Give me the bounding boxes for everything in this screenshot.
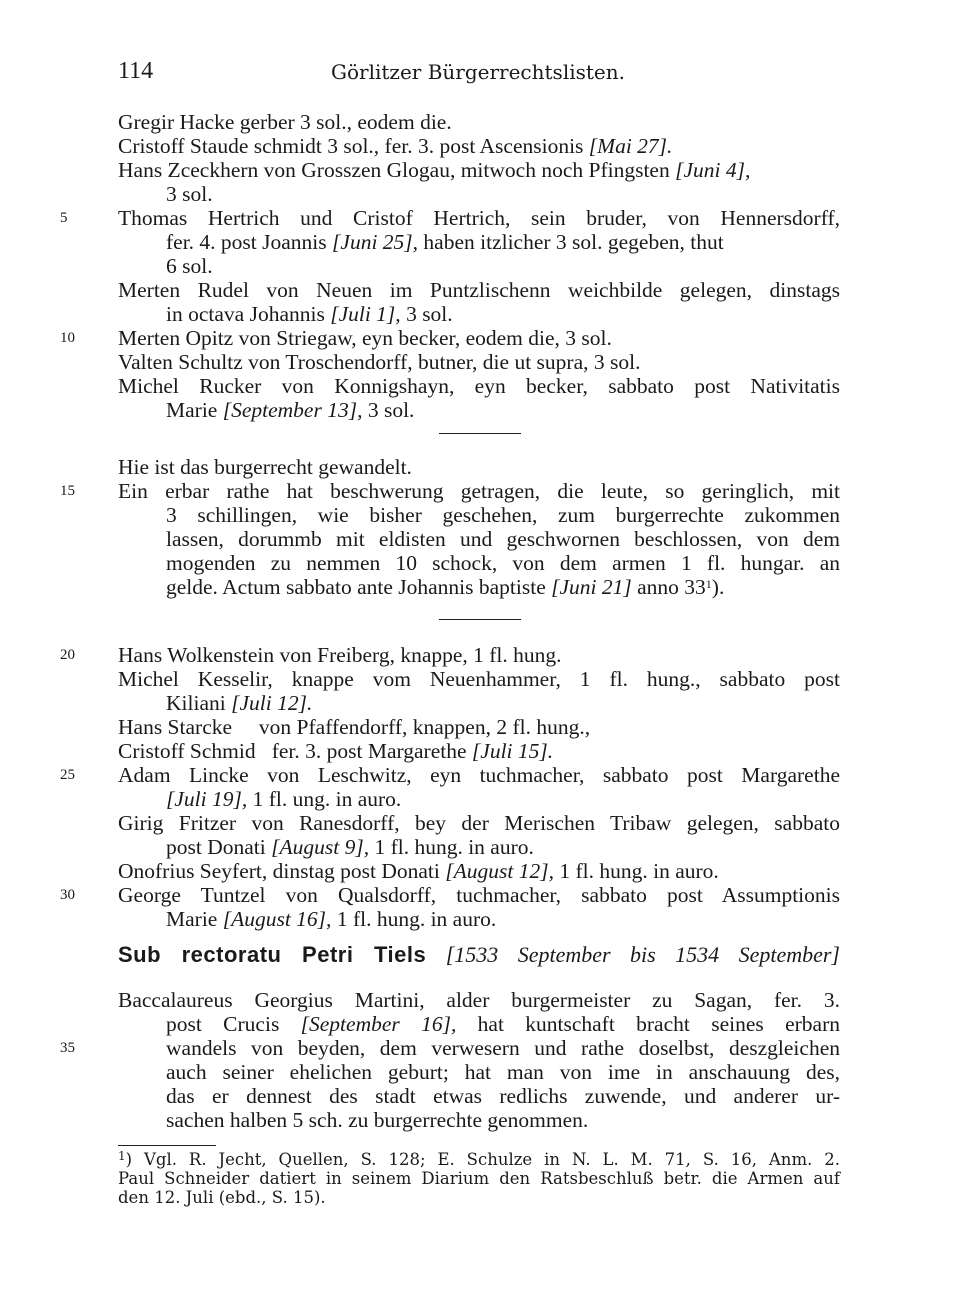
text-segment: Hans Starcke von Pfaffendorff, knappen, 2 fl. hung., xyxy=(118,715,591,739)
date-annotation: [Juli 15]. xyxy=(471,739,554,763)
text-segment: Ein erbar rathe hat beschwerung getragen, die leute, so geringlich, mit xyxy=(118,479,840,503)
text-segment: Girig Fritzer von Ranesdorff, bey der Merischen Tribaw gelegen, sabbato xyxy=(118,811,840,835)
section-heading-dates: [1533 September bis 1534 September] xyxy=(445,942,840,967)
text-segment: Hans Wolkenstein von Freiberg, knappe, 1 fl. hung. xyxy=(118,643,562,667)
text-segment: George Tuntzel von Qualsdorff, tuchmacher, sabbato post Assumptionis xyxy=(118,883,840,907)
text-segment: Adam Lincke von Leschwitz, eyn tuchmacher, sabbato post Margarethe xyxy=(118,763,840,787)
text-segment: Marie xyxy=(166,398,223,422)
text-line xyxy=(60,883,840,907)
text-line xyxy=(118,350,840,374)
text-line xyxy=(60,643,840,667)
text-segment: 3 sol. xyxy=(362,398,415,422)
text-segment: Valten Schultz von Troschendorff, butner, die ut supra, 3 sol. xyxy=(118,350,641,374)
text-line xyxy=(60,326,840,350)
text-line xyxy=(118,859,840,883)
text-line xyxy=(118,988,840,1012)
text-line xyxy=(118,158,840,182)
text-line xyxy=(118,182,840,206)
text-segment: post Donati xyxy=(166,835,272,859)
entries-block-3 xyxy=(60,988,840,1132)
entries-block-2 xyxy=(60,643,840,931)
text-line xyxy=(118,739,840,763)
text-segment: auch seiner ehelichen geburt; hat man von ime in anschauung des, xyxy=(166,1060,840,1084)
text-line xyxy=(118,811,840,835)
text-segment: Michel Rucker von Konnigshayn, eyn becker, sabbato post Nativitatis xyxy=(118,374,840,398)
text-line xyxy=(118,374,840,398)
date-annotation: [August 12], xyxy=(445,859,554,883)
date-annotation: [Juli 19], xyxy=(166,787,248,811)
text-segment: 3 sol. xyxy=(400,302,453,326)
text-line xyxy=(118,278,840,302)
text-line xyxy=(118,1084,840,1108)
footnote xyxy=(118,1150,840,1207)
date-annotation: [Juni 21] xyxy=(551,575,632,599)
text-segment: hat kuntschaft bracht seines erbarn xyxy=(456,1012,840,1036)
text-segment: mogenden zu nemmen 10 schock, von dem armen 1 fl. hungar. an xyxy=(166,551,840,575)
text-segment: sachen halben 5 sch. zu burgerrechte genommen. xyxy=(166,1108,589,1132)
text-segment: das er dennest des stadt etwas redlichs zuwende, und anderer ur- xyxy=(166,1084,840,1108)
text-segment: 3 schillingen, wie bisher geschehen, zum burgerrechte zukommen xyxy=(166,503,840,527)
footnote-line: Paul Schneider datiert in seinem Diarium den Ratsbeschluß betr. die Armen auf xyxy=(118,1169,840,1188)
page-header xyxy=(118,58,838,90)
text-segment: 1 fl. hung. in auro. xyxy=(331,907,497,931)
text-segment: Gregir Hacke gerber 3 sol., eodem die. xyxy=(118,110,452,134)
text-line xyxy=(118,907,840,931)
text-segment: post Crucis xyxy=(166,1012,301,1036)
footnote-marker: 1 xyxy=(118,1149,126,1163)
text-segment: Baccalaureus Georgius Martini, alder burgermeister zu Sagan, fer. 3. xyxy=(118,988,840,1012)
entries-block-1 xyxy=(60,110,840,422)
separator-rule xyxy=(439,619,521,620)
footnote-line: $^1$) Vgl. R. Jecht, Quellen, S. 128; E. Schulze in N. L. M. 71, S. 16, Anm. 2. xyxy=(118,1149,840,1169)
text-segment: gelde. Actum sabbato ante Johannis baptiste xyxy=(166,575,552,599)
date-annotation: [August 16], xyxy=(222,907,332,931)
text-segment: Kiliani xyxy=(166,691,232,715)
text-line xyxy=(118,667,840,691)
separator-rule xyxy=(439,433,521,434)
text-segment: Michel Kesselir, knappe vom Neuenhammer, 1 fl. hung., sabbato post xyxy=(118,667,840,691)
resolution-block xyxy=(60,455,840,599)
text-segment: Onofrius Seyfert, dinstag post Donati xyxy=(118,859,446,883)
text-line xyxy=(118,1012,840,1036)
text-segment: 1 fl. hung. in auro. xyxy=(369,835,534,859)
text-line xyxy=(118,691,840,715)
text-segment: Merten Rudel von Neuen im Puntzlischenn weichbilde gelegen, dinstags xyxy=(118,278,840,302)
footnote-line: den 12. Juli (ebd., S. 15). xyxy=(118,1188,326,1207)
line-number: 10 xyxy=(60,330,75,346)
date-annotation: [September 16], xyxy=(300,1012,457,1036)
line-number: 30 xyxy=(60,887,75,903)
text-segment: Merten Opitz von Striegaw, eyn becker, eodem die, 3 sol. xyxy=(118,326,612,350)
date-annotation: [September 13], xyxy=(222,398,363,422)
text-line xyxy=(118,398,840,422)
text-line xyxy=(118,230,840,254)
line-number: 25 xyxy=(60,767,75,783)
text-line xyxy=(118,527,840,551)
text-line xyxy=(60,206,840,230)
section-heading-title: Sub rectoratu Petri Tiels xyxy=(118,942,427,967)
text-line xyxy=(118,503,840,527)
line-number: 5 xyxy=(60,210,68,226)
text-line xyxy=(60,1036,840,1060)
date-annotation: [Mai 27]. xyxy=(588,134,673,158)
text-line xyxy=(60,763,840,787)
text-segment: 1 fl. hung. in auro. xyxy=(553,859,719,883)
text-segment: wandels von beyden, dem verwesern und rathe doselbst, deszgleichen xyxy=(166,1036,840,1060)
date-annotation: [August 9], xyxy=(271,835,370,859)
text-segment: 3 sol. xyxy=(166,182,213,206)
text-segment: lassen, dorummb mit eldisten und geschwornen beschlossen, von dem xyxy=(166,527,840,551)
text-segment: Hans Zceckhern von Grosszen Glogau, mitwoch noch Pfingsten xyxy=(118,158,676,182)
text-line xyxy=(118,575,840,599)
text-line xyxy=(60,479,840,503)
text-segment: 1 fl. ung. in auro. xyxy=(247,787,402,811)
page-number: 114 xyxy=(118,58,154,84)
date-annotation: [Juni 25], xyxy=(332,230,419,254)
text-segment: Hie ist das burgerrecht gewandelt. xyxy=(118,455,412,479)
section-heading xyxy=(118,940,840,970)
text-segment: in octava Johannis xyxy=(166,302,331,326)
date-annotation: [Juli 1], xyxy=(330,302,401,326)
text-segment: Cristoff Schmid fer. 3. post Margarethe xyxy=(118,739,472,763)
text-line xyxy=(118,1060,840,1084)
text-segment: haben itzlicher 3 sol. gegeben, thut xyxy=(418,230,724,254)
text-line xyxy=(118,455,840,479)
text-segment: Cristoff Staude schmidt 3 sol., fer. 3. post Ascensionis xyxy=(118,134,589,158)
date-annotation: [Juni 4], xyxy=(675,158,751,182)
date-annotation: [Juli 12]. xyxy=(231,691,313,715)
text-line xyxy=(118,835,840,859)
text-segment: Marie xyxy=(166,907,223,931)
text-line xyxy=(118,110,840,134)
text-line xyxy=(118,787,840,811)
running-title: Görlitzer Bürgerrechtslisten. xyxy=(331,60,625,84)
text-line xyxy=(118,302,840,326)
line-number: 20 xyxy=(60,647,75,663)
text-line xyxy=(118,254,840,278)
text-segment: fer. 4. post Joannis xyxy=(166,230,333,254)
footnote-ref: 1 xyxy=(705,577,712,591)
text-line xyxy=(118,715,840,739)
text-segment: Thomas Hertrich und Cristof Hertrich, sein bruder, von Hennersdorff, xyxy=(118,206,840,230)
footnote-rule xyxy=(118,1145,216,1146)
line-number: 35 xyxy=(60,1040,75,1056)
text-line xyxy=(118,1108,840,1132)
text-segment: anno 33 xyxy=(631,575,706,599)
text-segment: ). xyxy=(711,575,725,599)
text-line xyxy=(118,134,840,158)
line-number: 15 xyxy=(60,483,75,499)
text-line xyxy=(118,551,840,575)
text-segment: 6 sol. xyxy=(166,254,213,278)
